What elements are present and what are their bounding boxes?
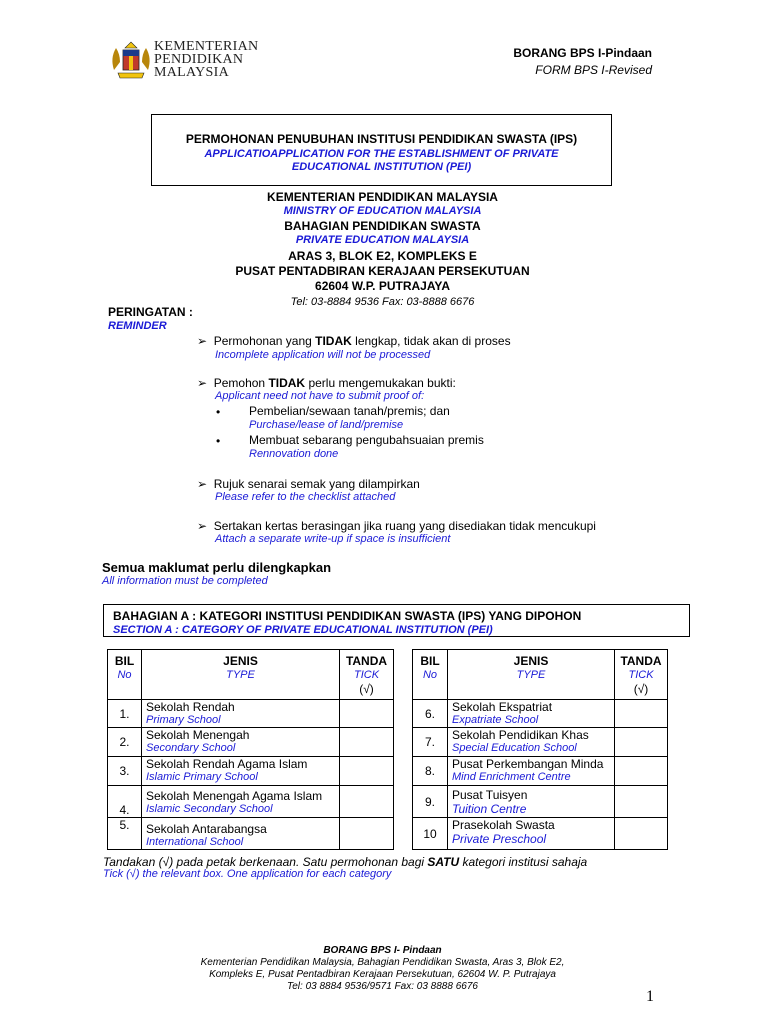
sub-item-en: Rennovation done [249, 448, 339, 460]
footer-form: BORANG BPS I- Pindaan [323, 945, 442, 956]
address-line-3: 62604 W.P. PUTRAJAYA [315, 279, 450, 293]
section-a-title-en: SECTION A : CATEGORY OF PRIVATE EDUCATIONAL INSTITUTION (PEI) [113, 624, 493, 636]
row-number: 6. [413, 700, 448, 728]
tick-box[interactable] [340, 786, 394, 818]
bullet-icon: • [216, 434, 221, 448]
category-cell: Sekolah Rendah Primary School [142, 700, 340, 728]
division-name: BAHAGIAN PENDIDIKAN SWASTA [284, 219, 481, 233]
address-line-2: PUSAT PENTADBIRAN KERAJAAN PERSEKUTUAN [235, 264, 530, 278]
reminder-item: ➢ Pemohon TIDAK perlu mengemukakan bukti: [197, 376, 456, 390]
category-table [107, 649, 668, 850]
footer-line-2: Kompleks E, Pusat Pentadbiran Kerajaan Persekutuan, 62604 W. P. Putrajaya [209, 969, 556, 980]
header-tanda: TANDA TICK (√) [615, 650, 668, 700]
sub-item-en: Purchase/lease of land/premise [249, 419, 404, 431]
table-row [108, 786, 668, 818]
ministry-name-en: MINISTRY OF EDUCATION MALAYSIA [283, 205, 482, 217]
category-cell: Prasekolah Swasta Private Preschool [448, 818, 615, 850]
instruction-en: Tick (√) the relevant box. One application for each category [103, 868, 392, 880]
reminder-item-en: Please refer to the checklist attached [215, 491, 396, 503]
category-cell: Sekolah Rendah Agama Islam Islamic Primary School [142, 757, 340, 786]
category-cell: Sekolah Menengah Agama Islam Islamic Secondary School [142, 786, 340, 818]
header-jenis: JENIS TYPE [448, 650, 615, 700]
sub-item: Pembelian/sewaan tanah/premis; dan [249, 404, 450, 418]
category-cell: Sekolah Antarabangsa International School [142, 818, 340, 850]
row-number: 7. [413, 728, 448, 757]
row-number: 5. [108, 818, 142, 850]
address-line-1: ARAS 3, BLOK E2, KOMPLEKS E [288, 249, 477, 263]
tick-box[interactable] [615, 757, 668, 786]
tick-box[interactable] [615, 818, 668, 850]
title-box [151, 114, 612, 186]
table-row [108, 757, 668, 786]
row-number: 8. [413, 757, 448, 786]
row-number: 9. [413, 786, 448, 818]
reminder-heading-en: REMINDER [108, 320, 167, 332]
form-code-en: FORM BPS I-Revised [535, 63, 652, 77]
sub-item: Membuat sebarang pengubahsuaian premis [249, 433, 484, 447]
page-title-en-1: APPLICATIOAPPLICATION FOR THE ESTABLISHMENT OF PRIVATE [204, 148, 559, 160]
header-bil: BIL No [108, 650, 142, 700]
section-a-title: BAHAGIAN A : KATEGORI INSTITUSI PENDIDIKAN SWASTA (IPS) YANG DIPOHON [113, 609, 582, 623]
page-title: PERMOHONAN PENUBUHAN INSTITUSI PENDIDIKAN SWASTA (IPS) [185, 132, 578, 146]
header-tanda: TANDA TICK (√) [340, 650, 394, 700]
reminder-item-en: Applicant need not have to submit proof of: [215, 390, 425, 402]
page-title-en-2: EDUCATIONAL INSTITUTION (PEI) [291, 161, 472, 173]
address-block [130, 190, 635, 308]
arrow-bullet-icon: ➢ [197, 376, 208, 390]
ministry-name: KEMENTERIAN PENDIDIKAN MALAYSIA [267, 190, 498, 204]
footer-line-1: Kementerian Pendidikan Malaysia, Bahagian Pendidikan Swasta, Aras 3, Blok E2, [200, 957, 565, 968]
reminder-item: ➢ Sertakan kertas berasingan jika ruang yang disediakan tidak mencukupi [197, 519, 596, 533]
reminder-item: ➢ Rujuk senarai semak yang dilampirkan [197, 477, 420, 491]
tick-box[interactable] [340, 757, 394, 786]
instruction: Tandakan (√) pada petak berkenaan. Satu permohonan bagi SATU kategori institusi sahaja [103, 855, 588, 869]
arrow-bullet-icon: ➢ [197, 519, 208, 533]
logo-wordmark: KEMENTERIAN PENDIDIKAN MALAYSIA [154, 39, 259, 80]
row-number: 2. [108, 728, 142, 757]
category-cell: Pusat Perkembangan Minda Mind Enrichment Centre [448, 757, 615, 786]
page-number: 1 [646, 988, 654, 1005]
tick-box[interactable] [615, 700, 668, 728]
tick-box[interactable] [340, 728, 394, 757]
coat-of-arms-icon [108, 40, 154, 80]
section-a-header [103, 604, 690, 637]
table-row [108, 700, 668, 728]
category-cell: Pusat Tuisyen Tuition Centre [448, 786, 615, 818]
form-code: BORANG BPS I-Pindaan [513, 46, 652, 60]
tick-box[interactable] [615, 786, 668, 818]
reminder-item: ➢ Permohonan yang TIDAK lengkap, tidak akan di proses [197, 334, 511, 348]
reminder-item-en: Attach a separate write-up if space is insufficient [215, 533, 451, 545]
notice: Semua maklumat perlu dilengkapkan [102, 560, 332, 575]
category-cell: Sekolah Ekspatriat Expatriate School [448, 700, 615, 728]
arrow-bullet-icon: ➢ [197, 477, 208, 491]
division-name-en: PRIVATE EDUCATION MALAYSIA [295, 234, 470, 246]
notice-en: All information must be completed [102, 575, 268, 587]
bullet-icon: • [216, 405, 221, 419]
footer-line-3: Tel: 03 8884 9536/9571 Fax: 03 8888 6676 [287, 981, 478, 992]
header-jenis: JENIS TYPE [142, 650, 340, 700]
row-number: 3. [108, 757, 142, 786]
row-number: 10 [413, 818, 448, 850]
category-cell: Sekolah Pendidikan Khas Special Education School [448, 728, 615, 757]
arrow-bullet-icon: ➢ [197, 334, 208, 348]
footer [150, 945, 615, 993]
row-number: 1. [108, 700, 142, 728]
table-header-row [108, 650, 668, 700]
header-bil: BIL No [413, 650, 448, 700]
tick-box[interactable] [615, 728, 668, 757]
tick-box[interactable] [340, 700, 394, 728]
tick-box[interactable] [340, 818, 394, 850]
reminder-item-en: Incomplete application will not be processed [215, 349, 431, 361]
reminder-heading: PERINGATAN : [108, 305, 193, 319]
table-row [108, 818, 668, 850]
contact-line: Tel: 03-8884 9536 Fax: 03-8888 6676 [290, 296, 475, 308]
category-cell: Sekolah Menengah Secondary School [142, 728, 340, 757]
ministry-logo [108, 40, 258, 84]
table-row [108, 728, 668, 757]
row-number: 4. [108, 786, 142, 818]
